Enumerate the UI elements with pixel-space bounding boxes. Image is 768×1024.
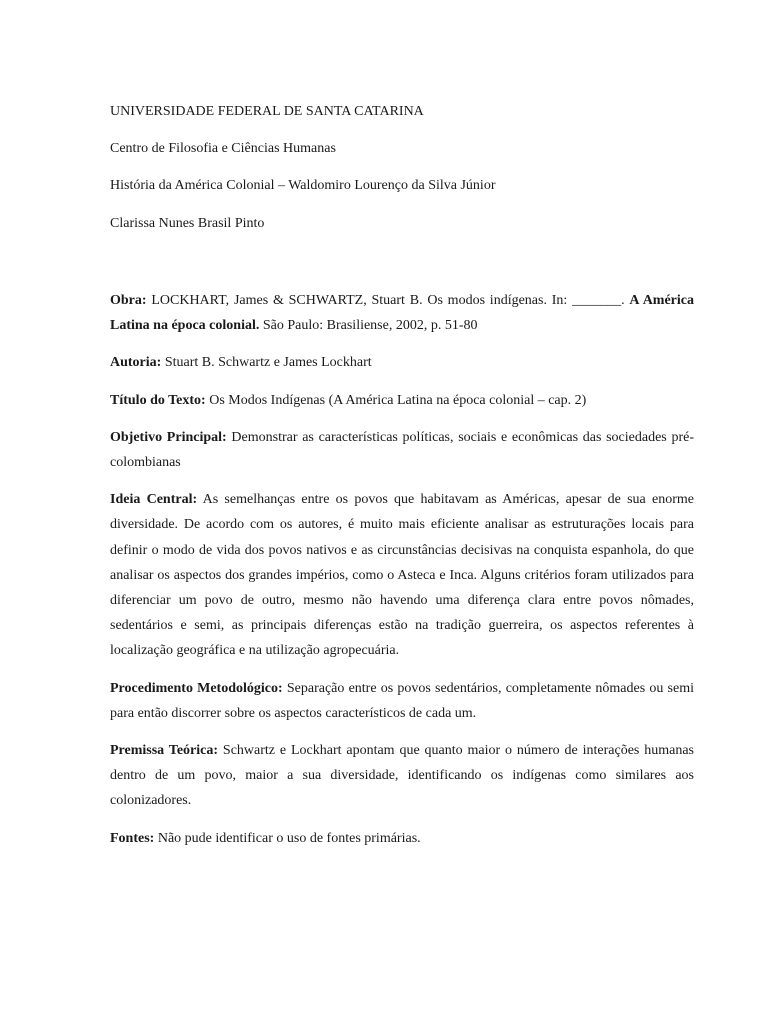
obra-book-title: A América Latina na época colonial. — [110, 293, 694, 334]
fontes-paragraph — [110, 826, 694, 851]
premissa-text: Schwartz e Lockhart apontam que quanto maior o número de interações humanas dentro de um povo, maior a sua diversidade, identificando os indígenas como similares aos colonizadores. — [110, 743, 694, 809]
obra-paragraph — [110, 288, 694, 338]
document-body — [110, 288, 694, 863]
course-name: História da América Colonial – Waldomiro Lourenço da Silva Júnior — [110, 178, 496, 193]
premissa-label: Premissa Teórica: — [110, 743, 219, 759]
ideia-paragraph — [110, 487, 694, 663]
titulo-label: Título do Texto: — [110, 392, 206, 408]
student-name: Clarissa Nunes Brasil Pinto — [110, 216, 265, 231]
procedimento-text: Separação entre os povos sedentários, completamente nômades ou semi para então discorrer sobre os aspectos característicos de cada um. — [110, 680, 694, 721]
premissa-paragraph — [110, 738, 694, 814]
obra-text-after: São Paulo: Brasiliense, 2002, p. 51-80 — [259, 318, 478, 334]
titulo-text: Os Modos Indígenas (A América Latina na época colonial – cap. 2) — [205, 392, 587, 408]
university-name: UNIVERSIDADE FEDERAL DE SANTA CATARINA — [110, 104, 424, 119]
autoria-text: Stuart B. Schwartz e James Lockhart — [161, 355, 372, 371]
ideia-label: Ideia Central: — [110, 492, 198, 508]
autoria-label: Autoria: — [110, 355, 162, 371]
objetivo-label: Objetivo Principal: — [110, 429, 227, 445]
titulo-paragraph — [110, 388, 694, 413]
fontes-text: Não pude identificar o uso de fontes primárias. — [154, 830, 421, 846]
autoria-paragraph — [110, 350, 694, 375]
ideia-text: As semelhanças entre os povos que habitavam as Américas, apesar de sua enorme diversidade. De acordo com os autores, é muito mais eficiente analisar as estruturações locais para definir o modo de vida dos povos nativos e as circunstâncias decisivas na conquista espanhola, do que analisar os aspectos dos grandes impérios, como o Asteca e Inca. Alguns critérios foram utilizados para diferenciar um povo de outro, mesmo não havendo uma diferença clara entre povos nômades, sedentários e semi, as principais diferenças estão na tradição guerreira, os aspectos referentes à localização geográfica e na utilização agropecuária. — [110, 492, 694, 659]
procedimento-paragraph — [110, 676, 694, 726]
obra-label: Obra: — [110, 293, 147, 308]
center-name: Centro de Filosofia e Ciências Humanas — [110, 141, 336, 156]
fontes-label: Fontes: — [110, 830, 155, 846]
objetivo-paragraph — [110, 425, 694, 475]
obra-text-before: LOCKHART, James & SCHWARTZ, Stuart B. Os modos indígenas. In: _______. — [146, 293, 630, 308]
objetivo-text: Demonstrar as características políticas, sociais e econômicas das sociedades pré-colombianas — [110, 429, 694, 471]
procedimento-label: Procedimento Metodológico: — [110, 680, 283, 696]
